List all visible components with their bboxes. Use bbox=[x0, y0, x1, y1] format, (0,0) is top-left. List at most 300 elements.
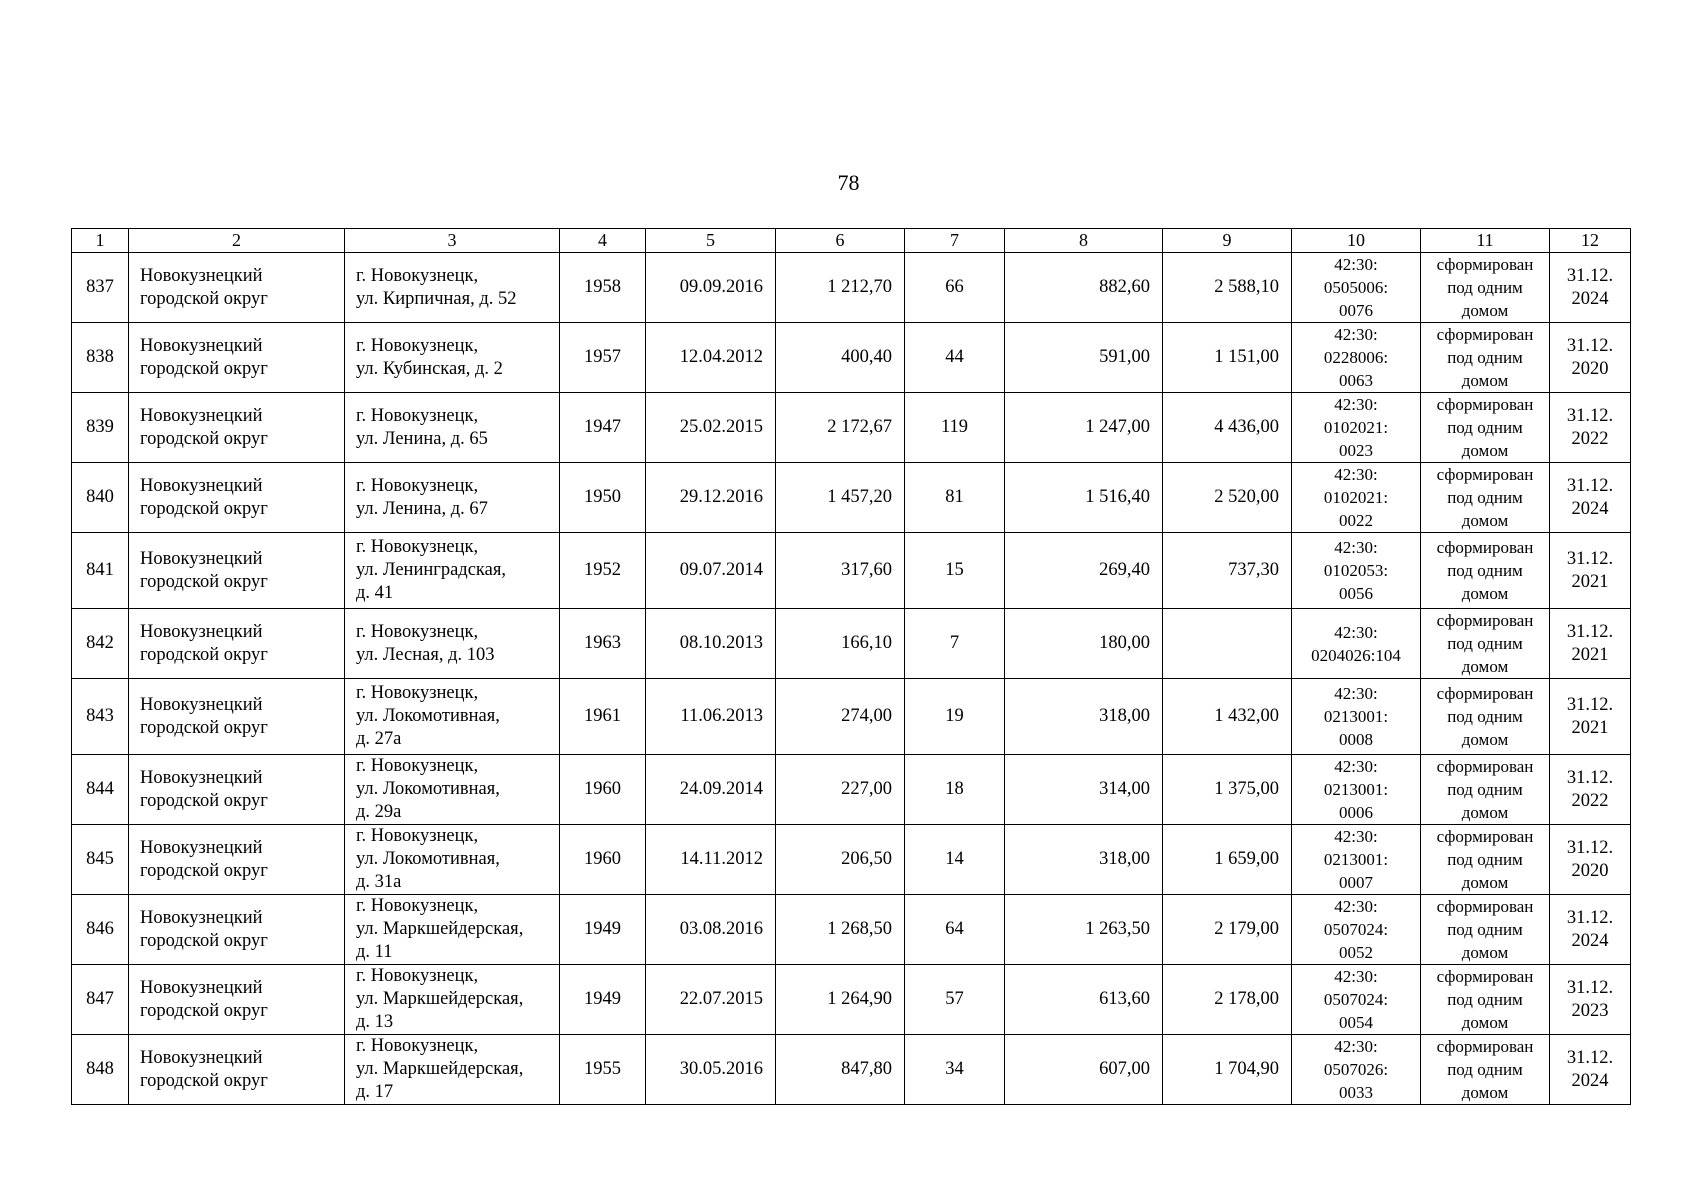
land-status-cell-line: домом bbox=[1461, 803, 1509, 822]
date-cell: 12.04.2012 bbox=[646, 323, 776, 393]
cadastral-number-cell-line: 0102053: bbox=[1323, 561, 1389, 580]
district-cell-line: Новокузнецкий bbox=[140, 1047, 263, 1068]
column-header: 5 bbox=[646, 229, 776, 253]
cadastral-number-cell-line: 42:30: bbox=[1334, 325, 1378, 344]
cadastral-number-cell-line: 42:30: bbox=[1334, 967, 1378, 986]
address-cell bbox=[345, 679, 560, 755]
land-status-cell-line: домом bbox=[1461, 943, 1509, 962]
deadline-cell-line: 2020 bbox=[1571, 860, 1609, 881]
district-cell-line: Новокузнецкий bbox=[140, 475, 263, 496]
address-cell bbox=[345, 323, 560, 393]
cadastral-number-cell bbox=[1292, 825, 1421, 895]
row-number: 842 bbox=[72, 609, 129, 679]
column-9-cell: 1 432,00 bbox=[1163, 679, 1292, 755]
cadastral-number-cell-line: 0102021: bbox=[1323, 488, 1389, 507]
area-cell: 1 212,70 bbox=[776, 253, 905, 323]
column-9-cell: 2 178,00 bbox=[1163, 965, 1292, 1035]
district-cell-line: городской округ bbox=[140, 717, 268, 738]
address-cell-line: г. Новокузнецк, bbox=[356, 537, 479, 557]
table-row bbox=[72, 393, 1631, 463]
column-8-cell: 607,00 bbox=[1005, 1035, 1163, 1105]
column-9-cell: 1 659,00 bbox=[1163, 825, 1292, 895]
cadastral-number-cell-line: 0505006: bbox=[1323, 278, 1389, 297]
land-status-cell-line: домом bbox=[1461, 584, 1509, 603]
deadline-cell-line: 2022 bbox=[1571, 428, 1609, 449]
column-9-cell: 4 436,00 bbox=[1163, 393, 1292, 463]
table-row bbox=[72, 253, 1631, 323]
date-cell: 29.12.2016 bbox=[646, 463, 776, 533]
address-cell-line: ул. Маркшейдерская, bbox=[356, 989, 524, 1009]
column-header: 11 bbox=[1421, 229, 1550, 253]
area-cell: 206,50 bbox=[776, 825, 905, 895]
district-cell bbox=[129, 825, 345, 895]
address-cell-line: ул. Маркшейдерская, bbox=[356, 1059, 524, 1079]
date-cell: 08.10.2013 bbox=[646, 609, 776, 679]
cadastral-number-cell-line: 0213001: bbox=[1323, 707, 1389, 726]
cadastral-number-cell-line: 0006 bbox=[1339, 803, 1373, 822]
people-cell: 66 bbox=[905, 253, 1005, 323]
column-8-cell: 269,40 bbox=[1005, 533, 1163, 609]
column-9-cell: 2 588,10 bbox=[1163, 253, 1292, 323]
district-cell bbox=[129, 323, 345, 393]
address-cell bbox=[345, 1035, 560, 1105]
date-cell: 09.07.2014 bbox=[646, 533, 776, 609]
land-status-cell-line: сформирован bbox=[1436, 465, 1534, 484]
land-status-cell-line: сформирован bbox=[1436, 325, 1534, 344]
column-9-cell: 1 151,00 bbox=[1163, 323, 1292, 393]
column-header: 12 bbox=[1550, 229, 1631, 253]
deadline-cell bbox=[1550, 393, 1631, 463]
district-cell-line: Новокузнецкий bbox=[140, 621, 263, 642]
table-row bbox=[72, 323, 1631, 393]
column-9-cell: 1 704,90 bbox=[1163, 1035, 1292, 1105]
deadline-cell-line: 2024 bbox=[1571, 288, 1609, 309]
cadastral-number-cell-line: 42:30: bbox=[1334, 757, 1378, 776]
address-cell-line: д. 17 bbox=[356, 1082, 394, 1102]
district-cell-line: Новокузнецкий bbox=[140, 907, 263, 928]
deadline-cell bbox=[1550, 463, 1631, 533]
address-cell bbox=[345, 393, 560, 463]
year-cell: 1961 bbox=[560, 679, 646, 755]
address-cell bbox=[345, 533, 560, 609]
district-cell-line: Новокузнецкий bbox=[140, 694, 263, 715]
district-cell-line: Новокузнецкий bbox=[140, 405, 263, 426]
land-status-cell-line: сформирован bbox=[1436, 757, 1534, 776]
land-status-cell-line: сформирован bbox=[1436, 684, 1534, 703]
people-cell: 81 bbox=[905, 463, 1005, 533]
area-cell: 166,10 bbox=[776, 609, 905, 679]
address-cell-line: ул. Ленина, д. 65 bbox=[356, 428, 488, 449]
land-status-cell bbox=[1421, 755, 1550, 825]
people-cell: 15 bbox=[905, 533, 1005, 609]
cadastral-number-cell-line: 0022 bbox=[1339, 511, 1373, 530]
address-cell-line: ул. Ленина, д. 67 bbox=[356, 498, 488, 519]
address-cell-line: г. Новокузнецк, bbox=[356, 265, 479, 286]
people-cell: 119 bbox=[905, 393, 1005, 463]
address-cell-line: г. Новокузнецк, bbox=[356, 405, 479, 426]
land-status-cell bbox=[1421, 393, 1550, 463]
year-cell: 1960 bbox=[560, 825, 646, 895]
land-status-cell-line: под одним bbox=[1447, 707, 1523, 726]
address-cell-line: д. 29а bbox=[356, 802, 402, 822]
district-cell-line: Новокузнецкий bbox=[140, 767, 263, 788]
cadastral-number-cell bbox=[1292, 755, 1421, 825]
row-number: 846 bbox=[72, 895, 129, 965]
district-cell-line: Новокузнецкий bbox=[140, 837, 263, 858]
people-cell: 7 bbox=[905, 609, 1005, 679]
cadastral-number-cell-line: 0033 bbox=[1339, 1083, 1373, 1102]
land-status-cell-line: сформирован bbox=[1436, 897, 1534, 916]
column-9-cell: 2 179,00 bbox=[1163, 895, 1292, 965]
address-cell-line: ул. Локомотивная, bbox=[356, 849, 500, 869]
cadastral-number-cell-line: 0507026: bbox=[1323, 1060, 1389, 1079]
cadastral-number-cell bbox=[1292, 609, 1421, 679]
district-cell bbox=[129, 533, 345, 609]
land-status-cell bbox=[1421, 965, 1550, 1035]
land-status-cell-line: под одним bbox=[1447, 990, 1523, 1009]
district-cell bbox=[129, 679, 345, 755]
land-status-cell-line: под одним bbox=[1447, 920, 1523, 939]
deadline-cell-line: 31.12. bbox=[1566, 694, 1614, 715]
column-8-cell: 314,00 bbox=[1005, 755, 1163, 825]
cadastral-number-cell-line: 0204026:104 bbox=[1311, 645, 1401, 665]
address-cell-line: г. Новокузнецк, bbox=[356, 621, 479, 642]
address-cell bbox=[345, 965, 560, 1035]
date-cell: 11.06.2013 bbox=[646, 679, 776, 755]
land-status-cell-line: сформирован bbox=[1436, 538, 1534, 557]
year-cell: 1957 bbox=[560, 323, 646, 393]
table-row bbox=[72, 895, 1631, 965]
land-status-cell-line: домом bbox=[1461, 371, 1509, 390]
address-cell bbox=[345, 825, 560, 895]
year-cell: 1963 bbox=[560, 609, 646, 679]
land-status-cell-line: домом bbox=[1461, 730, 1509, 749]
district-cell-line: городской округ bbox=[140, 860, 268, 881]
date-cell: 25.02.2015 bbox=[646, 393, 776, 463]
address-cell-line: г. Новокузнецк, bbox=[356, 826, 479, 846]
district-cell-line: городской округ bbox=[140, 428, 268, 449]
address-cell-line: г. Новокузнецк, bbox=[356, 1036, 479, 1056]
column-8-cell: 613,60 bbox=[1005, 965, 1163, 1035]
deadline-cell-line: 2020 bbox=[1571, 358, 1609, 379]
cadastral-number-cell bbox=[1292, 1035, 1421, 1105]
cadastral-number-cell-line: 0228006: bbox=[1323, 348, 1389, 367]
deadline-cell bbox=[1550, 965, 1631, 1035]
district-cell-line: городской округ bbox=[140, 288, 268, 309]
table-row bbox=[72, 965, 1631, 1035]
column-9-cell: 737,30 bbox=[1163, 533, 1292, 609]
table-row bbox=[72, 463, 1631, 533]
address-cell-line: г. Новокузнецк, bbox=[356, 896, 479, 916]
column-header: 2 bbox=[129, 229, 345, 253]
column-8-cell: 318,00 bbox=[1005, 825, 1163, 895]
address-cell-line: г. Новокузнецк, bbox=[356, 966, 479, 986]
cadastral-number-cell bbox=[1292, 533, 1421, 609]
land-status-cell bbox=[1421, 895, 1550, 965]
year-cell: 1950 bbox=[560, 463, 646, 533]
land-status-cell-line: под одним bbox=[1447, 488, 1523, 507]
cadastral-number-cell-line: 42:30: bbox=[1334, 1037, 1378, 1056]
date-cell: 03.08.2016 bbox=[646, 895, 776, 965]
land-status-cell-line: домом bbox=[1461, 657, 1509, 676]
row-number: 839 bbox=[72, 393, 129, 463]
deadline-cell-line: 31.12. bbox=[1566, 1047, 1614, 1068]
cadastral-number-cell-line: 0052 bbox=[1339, 943, 1373, 962]
land-status-cell-line: сформирован bbox=[1436, 611, 1534, 630]
cadastral-number-cell-line: 0213001: bbox=[1323, 780, 1389, 799]
district-cell-line: городской округ bbox=[140, 930, 268, 951]
land-status-cell-line: сформирован bbox=[1436, 967, 1534, 986]
district-cell-line: Новокузнецкий bbox=[140, 265, 263, 286]
row-number: 845 bbox=[72, 825, 129, 895]
column-header: 9 bbox=[1163, 229, 1292, 253]
address-cell-line: ул. Лесная, д. 103 bbox=[356, 644, 495, 665]
land-status-cell-line: домом bbox=[1461, 441, 1509, 460]
table-row bbox=[72, 1035, 1631, 1105]
cadastral-number-cell bbox=[1292, 323, 1421, 393]
cadastral-number-cell-line: 42:30: bbox=[1334, 684, 1378, 703]
row-number: 843 bbox=[72, 679, 129, 755]
year-cell: 1949 bbox=[560, 965, 646, 1035]
deadline-cell-line: 2022 bbox=[1571, 790, 1609, 811]
district-cell bbox=[129, 965, 345, 1035]
cadastral-number-cell-line: 42:30: bbox=[1334, 395, 1378, 414]
column-8-cell: 882,60 bbox=[1005, 253, 1163, 323]
deadline-cell bbox=[1550, 895, 1631, 965]
address-cell-line: ул. Кубинская, д. 2 bbox=[356, 358, 503, 379]
cadastral-number-cell-line: 0054 bbox=[1339, 1013, 1373, 1032]
deadline-cell-line: 2024 bbox=[1571, 498, 1609, 519]
deadline-cell bbox=[1550, 825, 1631, 895]
area-cell: 1 457,20 bbox=[776, 463, 905, 533]
address-cell-line: ул. Ленинградская, bbox=[356, 560, 506, 580]
column-header: 1 bbox=[72, 229, 129, 253]
address-cell-line: ул. Маркшейдерская, bbox=[356, 919, 524, 939]
land-status-cell-line: под одним bbox=[1447, 634, 1523, 653]
district-cell bbox=[129, 393, 345, 463]
column-8-cell: 1 516,40 bbox=[1005, 463, 1163, 533]
people-cell: 19 bbox=[905, 679, 1005, 755]
cadastral-number-cell-line: 0507024: bbox=[1323, 920, 1389, 939]
row-number: 840 bbox=[72, 463, 129, 533]
deadline-cell-line: 31.12. bbox=[1566, 475, 1614, 496]
cadastral-number-cell-line: 0076 bbox=[1339, 301, 1373, 320]
deadline-cell-line: 2021 bbox=[1571, 644, 1609, 665]
row-number: 837 bbox=[72, 253, 129, 323]
area-cell: 274,00 bbox=[776, 679, 905, 755]
table-row bbox=[72, 755, 1631, 825]
column-8-cell: 591,00 bbox=[1005, 323, 1163, 393]
district-cell-line: городской округ bbox=[140, 571, 268, 592]
land-status-cell-line: под одним bbox=[1447, 850, 1523, 869]
land-status-cell-line: под одним bbox=[1447, 278, 1523, 297]
deadline-cell bbox=[1550, 679, 1631, 755]
cadastral-number-cell bbox=[1292, 463, 1421, 533]
deadline-cell-line: 31.12. bbox=[1566, 767, 1614, 788]
land-status-cell-line: сформирован bbox=[1436, 395, 1534, 414]
column-8-cell: 318,00 bbox=[1005, 679, 1163, 755]
people-cell: 57 bbox=[905, 965, 1005, 1035]
year-cell: 1949 bbox=[560, 895, 646, 965]
address-cell bbox=[345, 609, 560, 679]
land-status-cell bbox=[1421, 463, 1550, 533]
address-cell-line: ул. Локомотивная, bbox=[356, 706, 500, 726]
district-cell-line: Новокузнецкий bbox=[140, 977, 263, 998]
area-cell: 400,40 bbox=[776, 323, 905, 393]
year-cell: 1960 bbox=[560, 755, 646, 825]
land-status-cell-line: под одним bbox=[1447, 780, 1523, 799]
land-status-cell bbox=[1421, 825, 1550, 895]
deadline-cell-line: 31.12. bbox=[1566, 335, 1614, 356]
cadastral-number-cell bbox=[1292, 965, 1421, 1035]
deadline-cell bbox=[1550, 253, 1631, 323]
table-row bbox=[72, 825, 1631, 895]
cadastral-number-cell-line: 42:30: bbox=[1334, 897, 1378, 916]
area-cell: 227,00 bbox=[776, 755, 905, 825]
date-cell: 22.07.2015 bbox=[646, 965, 776, 1035]
column-header: 4 bbox=[560, 229, 646, 253]
cadastral-number-cell-line: 0102021: bbox=[1323, 418, 1389, 437]
deadline-cell-line: 2021 bbox=[1571, 571, 1609, 592]
date-cell: 09.09.2016 bbox=[646, 253, 776, 323]
address-cell-line: д. 31а bbox=[356, 872, 402, 892]
column-number-row bbox=[72, 229, 1631, 253]
people-cell: 64 bbox=[905, 895, 1005, 965]
deadline-cell-line: 31.12. bbox=[1566, 265, 1614, 286]
cadastral-number-cell-line: 42:30: bbox=[1334, 827, 1378, 846]
district-cell-line: городской округ bbox=[140, 790, 268, 811]
address-cell-line: д. 27а bbox=[356, 729, 402, 749]
column-header: 3 bbox=[345, 229, 560, 253]
deadline-cell bbox=[1550, 609, 1631, 679]
land-status-cell bbox=[1421, 609, 1550, 679]
page-number: 78 bbox=[837, 170, 860, 195]
district-cell-line: Новокузнецкий bbox=[140, 548, 263, 569]
deadline-cell-line: 31.12. bbox=[1566, 405, 1614, 426]
column-8-cell: 1 247,00 bbox=[1005, 393, 1163, 463]
cadastral-number-cell bbox=[1292, 253, 1421, 323]
district-cell-line: Новокузнецкий bbox=[140, 335, 263, 356]
deadline-cell bbox=[1550, 533, 1631, 609]
address-cell-line: д. 11 bbox=[356, 942, 393, 962]
deadline-cell-line: 31.12. bbox=[1566, 837, 1614, 858]
people-cell: 44 bbox=[905, 323, 1005, 393]
deadline-cell-line: 2024 bbox=[1571, 1070, 1609, 1091]
address-cell-line: д. 13 bbox=[356, 1012, 394, 1032]
land-status-cell bbox=[1421, 253, 1550, 323]
row-number: 844 bbox=[72, 755, 129, 825]
deadline-cell-line: 2021 bbox=[1571, 717, 1609, 738]
area-cell: 317,60 bbox=[776, 533, 905, 609]
row-number: 841 bbox=[72, 533, 129, 609]
address-cell-line: г. Новокузнецк, bbox=[356, 335, 479, 356]
date-cell: 30.05.2016 bbox=[646, 1035, 776, 1105]
land-status-cell bbox=[1421, 533, 1550, 609]
column-9-cell: 2 520,00 bbox=[1163, 463, 1292, 533]
address-cell bbox=[345, 253, 560, 323]
year-cell: 1958 bbox=[560, 253, 646, 323]
cadastral-number-cell-line: 0507024: bbox=[1323, 990, 1389, 1009]
land-status-cell-line: домом bbox=[1461, 873, 1509, 892]
cadastral-number-cell-line: 42:30: bbox=[1334, 538, 1378, 557]
land-status-cell bbox=[1421, 323, 1550, 393]
district-cell-line: городской округ bbox=[140, 358, 268, 379]
deadline-cell-line: 31.12. bbox=[1566, 907, 1614, 928]
land-status-cell-line: сформирован bbox=[1436, 255, 1534, 274]
land-status-cell bbox=[1421, 679, 1550, 755]
deadline-cell bbox=[1550, 1035, 1631, 1105]
cadastral-number-cell-line: 0213001: bbox=[1323, 850, 1389, 869]
district-cell bbox=[129, 253, 345, 323]
table-row bbox=[72, 533, 1631, 609]
row-number: 848 bbox=[72, 1035, 129, 1105]
deadline-cell-line: 31.12. bbox=[1566, 548, 1614, 569]
district-cell-line: городской округ bbox=[140, 1070, 268, 1091]
cadastral-number-cell-line: 0008 bbox=[1339, 730, 1373, 749]
district-cell bbox=[129, 755, 345, 825]
people-cell: 34 bbox=[905, 1035, 1005, 1105]
area-cell: 1 268,50 bbox=[776, 895, 905, 965]
people-cell: 14 bbox=[905, 825, 1005, 895]
district-cell-line: городской округ bbox=[140, 498, 268, 519]
land-status-cell-line: домом bbox=[1461, 301, 1509, 320]
address-cell-line: г. Новокузнецк, bbox=[356, 756, 479, 776]
people-cell: 18 bbox=[905, 755, 1005, 825]
cadastral-number-cell bbox=[1292, 895, 1421, 965]
column-9-cell bbox=[1163, 609, 1292, 679]
cadastral-number-cell-line: 0023 bbox=[1339, 441, 1373, 460]
address-cell-line: ул. Локомотивная, bbox=[356, 779, 500, 799]
year-cell: 1952 bbox=[560, 533, 646, 609]
land-status-cell-line: сформирован bbox=[1436, 827, 1534, 846]
row-number: 847 bbox=[72, 965, 129, 1035]
cadastral-number-cell-line: 42:30: bbox=[1334, 255, 1378, 274]
land-status-cell-line: сформирован bbox=[1436, 1037, 1534, 1056]
district-cell-line: городской округ bbox=[140, 1000, 268, 1021]
land-status-cell bbox=[1421, 1035, 1550, 1105]
cadastral-number-cell-line: 42:30: bbox=[1334, 465, 1378, 484]
column-header: 10 bbox=[1292, 229, 1421, 253]
district-cell bbox=[129, 1035, 345, 1105]
table-row bbox=[72, 609, 1631, 679]
deadline-cell-line: 31.12. bbox=[1566, 621, 1614, 642]
land-status-cell-line: под одним bbox=[1447, 1060, 1523, 1079]
deadline-cell bbox=[1550, 323, 1631, 393]
deadline-cell-line: 31.12. bbox=[1566, 977, 1614, 998]
area-cell: 2 172,67 bbox=[776, 393, 905, 463]
district-cell bbox=[129, 895, 345, 965]
address-cell-line: д. 41 bbox=[356, 583, 394, 603]
address-cell-line: ул. Кирпичная, д. 52 bbox=[356, 288, 517, 309]
land-status-cell-line: под одним bbox=[1447, 561, 1523, 580]
column-8-cell: 1 263,50 bbox=[1005, 895, 1163, 965]
deadline-cell-line: 2023 bbox=[1571, 1000, 1609, 1021]
year-cell: 1955 bbox=[560, 1035, 646, 1105]
cadastral-number-cell-line: 0063 bbox=[1339, 371, 1373, 390]
district-cell bbox=[129, 609, 345, 679]
district-cell-line: городской округ bbox=[140, 644, 268, 665]
land-status-cell-line: под одним bbox=[1447, 418, 1523, 437]
date-cell: 24.09.2014 bbox=[646, 755, 776, 825]
cadastral-number-cell-line: 0056 bbox=[1339, 584, 1373, 603]
cadastral-number-cell-line: 42:30: bbox=[1334, 622, 1378, 642]
table-row bbox=[72, 679, 1631, 755]
address-cell-line: г. Новокузнецк, bbox=[356, 683, 479, 703]
column-header: 8 bbox=[1005, 229, 1163, 253]
cadastral-number-cell bbox=[1292, 393, 1421, 463]
address-cell bbox=[345, 895, 560, 965]
cadastral-number-cell bbox=[1292, 679, 1421, 755]
